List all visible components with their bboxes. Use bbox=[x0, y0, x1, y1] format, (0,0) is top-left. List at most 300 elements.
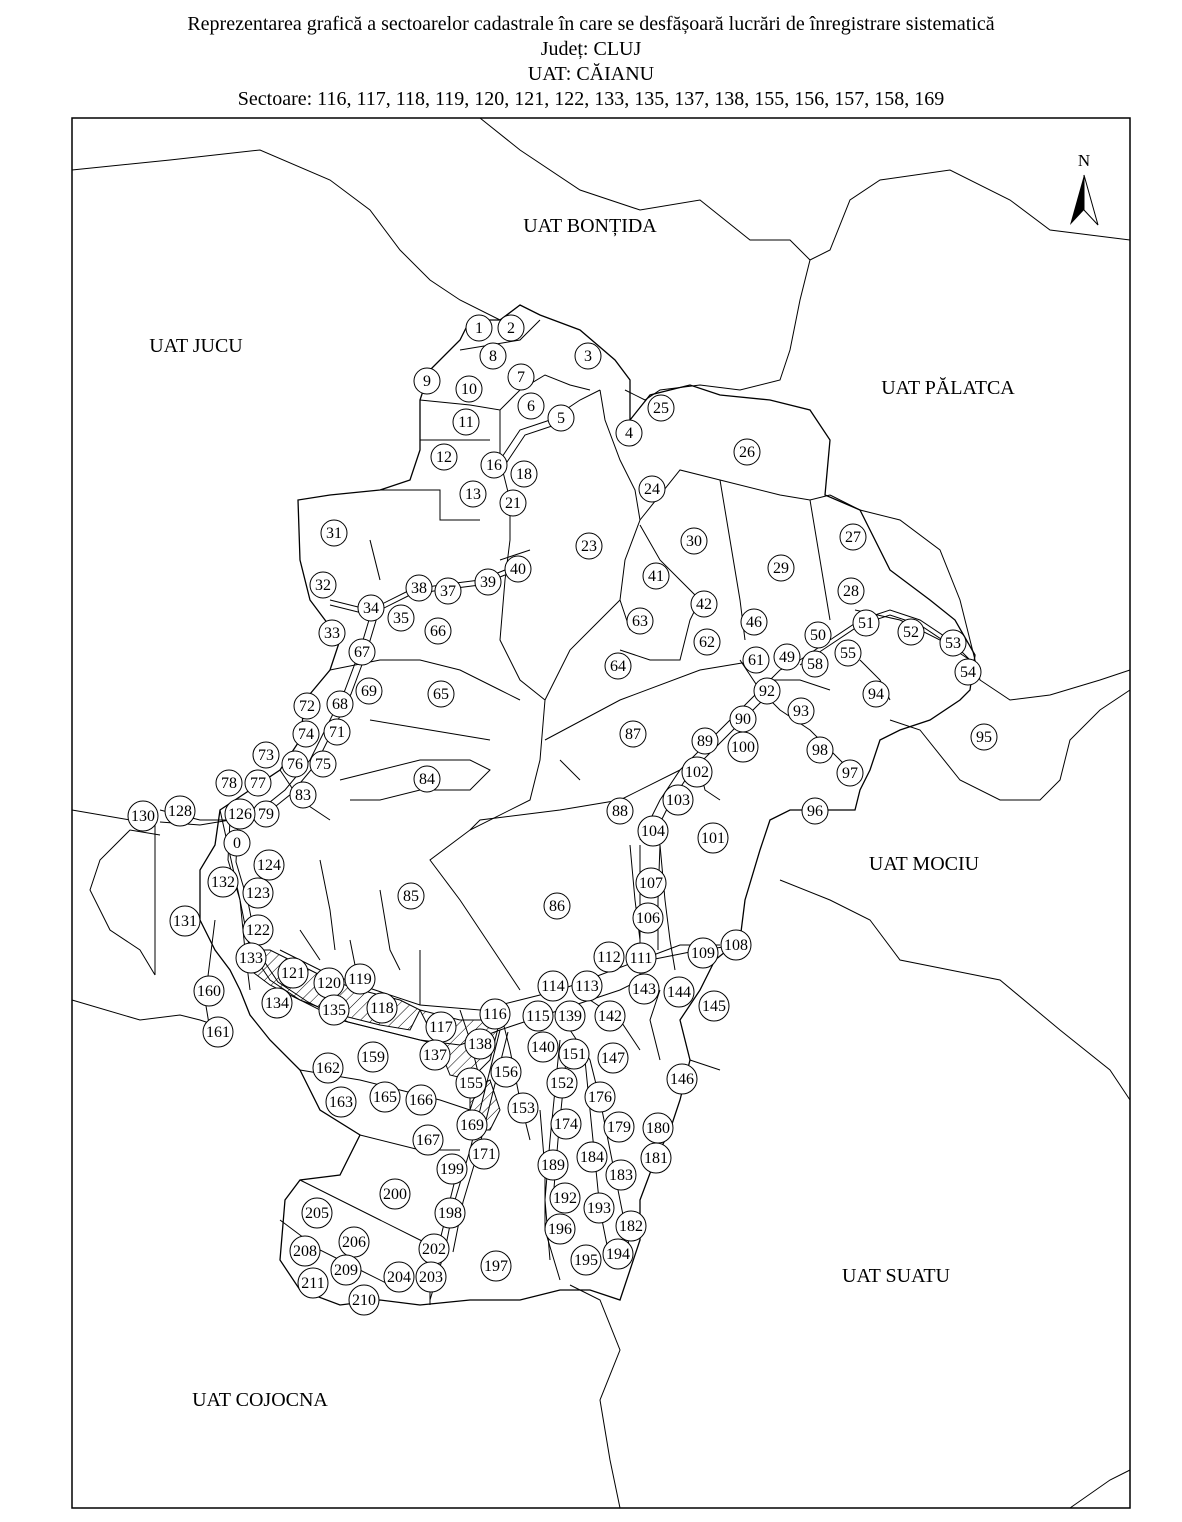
sector-number: 66 bbox=[430, 623, 446, 640]
sector-number: 5 bbox=[557, 410, 565, 427]
sector-number: 28 bbox=[843, 583, 859, 600]
sector-number: 116 bbox=[483, 1006, 507, 1023]
sector-marker-28 bbox=[838, 578, 864, 604]
sector-marker-30 bbox=[681, 528, 707, 554]
sector-number: 108 bbox=[724, 937, 748, 954]
sector-number: 58 bbox=[807, 656, 823, 673]
sector-number: 153 bbox=[511, 1100, 535, 1117]
sector-number: 62 bbox=[699, 634, 715, 651]
sector-marker-40 bbox=[505, 556, 531, 582]
sector-marker-169 bbox=[457, 1110, 487, 1140]
sector-number: 166 bbox=[409, 1092, 433, 1109]
sector-marker-102 bbox=[682, 757, 712, 787]
sector-marker-94 bbox=[863, 681, 889, 707]
sector-marker-7 bbox=[508, 364, 534, 390]
sector-marker-9 bbox=[414, 368, 440, 394]
sector-marker-35 bbox=[388, 605, 414, 631]
sector-marker-41 bbox=[643, 563, 669, 589]
sector-number: 167 bbox=[416, 1132, 440, 1149]
sector-marker-24 bbox=[639, 476, 665, 502]
sector-number: 194 bbox=[606, 1246, 630, 1263]
sector-marker-147 bbox=[598, 1043, 628, 1073]
sector-number: 52 bbox=[903, 624, 919, 641]
sector-number: 142 bbox=[598, 1008, 622, 1025]
sector-number: 145 bbox=[702, 998, 726, 1015]
sector-number: 174 bbox=[554, 1116, 578, 1133]
sector-number: 55 bbox=[840, 645, 856, 662]
sector-number: 132 bbox=[211, 874, 235, 891]
sector-number: 139 bbox=[558, 1008, 582, 1025]
sector-marker-87 bbox=[620, 721, 646, 747]
sector-marker-5 bbox=[548, 405, 574, 431]
sector-number: 84 bbox=[419, 771, 435, 788]
sector-marker-135 bbox=[319, 995, 349, 1025]
sector-marker-78 bbox=[216, 770, 242, 796]
sector-marker-31 bbox=[321, 520, 347, 546]
sector-marker-92 bbox=[754, 678, 780, 704]
sector-number: 101 bbox=[701, 830, 725, 847]
sector-marker-167 bbox=[413, 1125, 443, 1155]
sector-number: 183 bbox=[609, 1167, 633, 1184]
sector-marker-159 bbox=[358, 1042, 388, 1072]
sector-number: 140 bbox=[531, 1039, 555, 1056]
sector-marker-198 bbox=[435, 1198, 465, 1228]
sector-number: 106 bbox=[636, 910, 660, 927]
sector-marker-63 bbox=[627, 608, 653, 634]
sector-marker-11 bbox=[453, 409, 479, 435]
sector-marker-55 bbox=[835, 640, 861, 666]
sector-number: 76 bbox=[287, 756, 303, 773]
county-label: Județ: CLUJ bbox=[540, 38, 642, 60]
sector-marker-106 bbox=[633, 903, 663, 933]
sector-marker-10 bbox=[456, 376, 482, 402]
sector-marker-145 bbox=[699, 991, 729, 1021]
sector-number: 74 bbox=[298, 726, 314, 743]
sector-number: 29 bbox=[773, 560, 789, 577]
sector-marker-51 bbox=[853, 610, 879, 636]
sector-marker-3 bbox=[575, 343, 601, 369]
sector-number: 4 bbox=[625, 425, 633, 442]
sector-number: 27 bbox=[845, 529, 861, 546]
sector-marker-189 bbox=[538, 1150, 568, 1180]
sector-number: 31 bbox=[326, 525, 342, 542]
sector-marker-152 bbox=[547, 1068, 577, 1098]
sector-marker-29 bbox=[768, 555, 794, 581]
sector-number: 165 bbox=[373, 1089, 397, 1106]
sector-marker-143 bbox=[629, 974, 659, 1004]
sector-number: 8 bbox=[489, 348, 497, 365]
sector-number: 13 bbox=[465, 486, 481, 503]
sector-marker-183 bbox=[606, 1160, 636, 1190]
sector-number: 95 bbox=[976, 729, 992, 746]
sector-marker-26 bbox=[734, 439, 760, 465]
sector-marker-1 bbox=[466, 315, 492, 341]
sector-marker-193 bbox=[584, 1193, 614, 1223]
sector-number: 200 bbox=[383, 1186, 407, 1203]
sector-marker-90 bbox=[730, 706, 756, 732]
sector-number: 42 bbox=[696, 596, 712, 613]
sector-number: 126 bbox=[228, 806, 252, 823]
sector-number: 1 bbox=[475, 320, 483, 337]
sector-number: 38 bbox=[411, 580, 427, 597]
sector-marker-155 bbox=[456, 1068, 486, 1098]
sector-number: 192 bbox=[553, 1190, 577, 1207]
sector-marker-195 bbox=[571, 1245, 601, 1275]
sector-marker-142 bbox=[595, 1001, 625, 1031]
sector-marker-202 bbox=[419, 1234, 449, 1264]
sector-number: 131 bbox=[173, 913, 197, 930]
sector-number: 35 bbox=[393, 610, 409, 627]
sector-number: 53 bbox=[945, 635, 961, 652]
sector-marker-192 bbox=[550, 1183, 580, 1213]
sector-markers bbox=[128, 315, 997, 1315]
sector-marker-96 bbox=[802, 798, 828, 824]
sector-number: 92 bbox=[759, 683, 775, 700]
sector-marker-74 bbox=[293, 721, 319, 747]
sector-number: 75 bbox=[315, 756, 331, 773]
sector-marker-161 bbox=[203, 1017, 233, 1047]
sector-marker-103 bbox=[663, 785, 693, 815]
sector-number: 6 bbox=[527, 398, 535, 415]
sector-number: 69 bbox=[361, 683, 377, 700]
sector-marker-128 bbox=[165, 796, 195, 826]
uat-label: UAT: CĂIANU bbox=[527, 63, 655, 85]
sector-marker-204 bbox=[384, 1262, 414, 1292]
sector-marker-109 bbox=[688, 938, 718, 968]
sector-number: 97 bbox=[842, 765, 858, 782]
sector-marker-165 bbox=[370, 1082, 400, 1112]
sector-number: 21 bbox=[505, 495, 521, 512]
sector-marker-107 bbox=[636, 868, 666, 898]
sector-marker-194 bbox=[603, 1239, 633, 1269]
sector-number: 0 bbox=[233, 835, 241, 852]
sector-number: 3 bbox=[584, 348, 592, 365]
sector-marker-65 bbox=[428, 681, 454, 707]
sector-marker-199 bbox=[437, 1154, 467, 1184]
sector-number: 30 bbox=[686, 533, 702, 550]
sector-marker-76 bbox=[282, 751, 308, 777]
sector-number: 23 bbox=[581, 538, 597, 555]
sector-marker-144 bbox=[664, 977, 694, 1007]
sector-marker-206 bbox=[339, 1227, 369, 1257]
sector-marker-126 bbox=[225, 799, 255, 829]
sector-number: 49 bbox=[779, 649, 795, 666]
sector-number: 11 bbox=[458, 414, 474, 431]
sector-marker-118 bbox=[367, 993, 397, 1023]
sector-number: 147 bbox=[601, 1050, 625, 1067]
sector-number: 78 bbox=[221, 775, 237, 792]
sector-marker-16 bbox=[481, 452, 507, 478]
sector-number: 151 bbox=[562, 1046, 586, 1063]
sector-number: 195 bbox=[574, 1252, 598, 1269]
sector-marker-116 bbox=[480, 999, 510, 1029]
sector-number: 37 bbox=[440, 583, 456, 600]
sector-marker-180 bbox=[643, 1113, 673, 1143]
sector-marker-134 bbox=[262, 988, 292, 1018]
sector-number: 34 bbox=[363, 600, 379, 617]
sector-number: 65 bbox=[433, 686, 449, 703]
sector-marker-73 bbox=[253, 742, 279, 768]
sector-marker-120 bbox=[314, 968, 344, 998]
sector-number: 143 bbox=[632, 981, 656, 998]
sector-marker-156 bbox=[491, 1057, 521, 1087]
sector-number: 83 bbox=[295, 787, 311, 804]
sector-number: 119 bbox=[348, 971, 372, 988]
sector-number: 208 bbox=[293, 1243, 317, 1260]
sector-number: 162 bbox=[316, 1060, 340, 1077]
sector-number: 51 bbox=[858, 615, 874, 632]
sector-number: 199 bbox=[440, 1161, 464, 1178]
sector-marker-166 bbox=[406, 1085, 436, 1115]
sector-number: 115 bbox=[526, 1008, 550, 1025]
sector-marker-23 bbox=[576, 533, 602, 559]
sector-marker-119 bbox=[345, 964, 375, 994]
sector-number: 26 bbox=[739, 444, 755, 461]
sector-marker-75 bbox=[310, 751, 336, 777]
sector-marker-13 bbox=[460, 481, 486, 507]
sector-number: 130 bbox=[131, 808, 155, 825]
sector-number: 93 bbox=[793, 703, 809, 720]
sector-marker-67 bbox=[349, 639, 375, 665]
sector-number: 198 bbox=[438, 1205, 462, 1222]
sector-number: 159 bbox=[361, 1049, 385, 1066]
sector-number: 64 bbox=[610, 658, 626, 675]
sector-number: 176 bbox=[588, 1089, 612, 1106]
sector-marker-205 bbox=[302, 1198, 332, 1228]
sector-number: 171 bbox=[472, 1146, 496, 1163]
sector-marker-77 bbox=[245, 770, 271, 796]
sector-number: 152 bbox=[550, 1075, 574, 1092]
sector-marker-66 bbox=[425, 618, 451, 644]
sector-number: 18 bbox=[516, 466, 532, 483]
sector-marker-117 bbox=[426, 1012, 456, 1042]
sector-number: 24 bbox=[644, 481, 660, 498]
sector-marker-58 bbox=[802, 651, 828, 677]
sector-number: 120 bbox=[317, 975, 341, 992]
sector-number: 77 bbox=[250, 775, 266, 792]
sector-number: 112 bbox=[597, 949, 621, 966]
sector-marker-54 bbox=[955, 659, 981, 685]
sector-marker-27 bbox=[840, 524, 866, 550]
sector-number: 155 bbox=[459, 1075, 483, 1092]
sector-marker-12 bbox=[431, 444, 457, 470]
sector-marker-33 bbox=[319, 620, 345, 646]
sector-number: 46 bbox=[746, 614, 762, 631]
sector-number: 9 bbox=[423, 373, 431, 390]
label-uat-bontida: UAT BONȚIDA bbox=[523, 215, 657, 237]
sector-number: 124 bbox=[257, 857, 281, 874]
sector-number: 90 bbox=[735, 711, 751, 728]
sector-number: 156 bbox=[494, 1064, 518, 1081]
sector-marker-131 bbox=[170, 906, 200, 936]
sector-number: 39 bbox=[480, 574, 496, 591]
sector-marker-108 bbox=[721, 930, 751, 960]
sector-marker-184 bbox=[577, 1142, 607, 1172]
sector-number: 40 bbox=[510, 561, 526, 578]
sector-marker-114 bbox=[538, 971, 568, 1001]
sector-number: 85 bbox=[403, 888, 419, 905]
sector-marker-98 bbox=[807, 737, 833, 763]
sector-number: 134 bbox=[265, 995, 289, 1012]
sector-number: 25 bbox=[653, 400, 669, 417]
sector-marker-176 bbox=[585, 1082, 615, 1112]
sector-marker-62 bbox=[694, 629, 720, 655]
sector-marker-72 bbox=[294, 693, 320, 719]
sector-number: 182 bbox=[619, 1218, 643, 1235]
sector-number: 193 bbox=[587, 1200, 611, 1217]
sector-number: 94 bbox=[868, 686, 884, 703]
sector-number: 50 bbox=[810, 627, 826, 644]
sector-number: 211 bbox=[301, 1275, 325, 1292]
sector-marker-52 bbox=[898, 619, 924, 645]
sector-number: 205 bbox=[305, 1205, 329, 1222]
sector-marker-196 bbox=[545, 1214, 575, 1244]
sector-marker-182 bbox=[616, 1211, 646, 1241]
sector-marker-95 bbox=[971, 724, 997, 750]
sector-marker-130 bbox=[128, 801, 158, 831]
sector-marker-68 bbox=[327, 691, 353, 717]
sector-marker-8 bbox=[480, 343, 506, 369]
sector-number: 180 bbox=[646, 1120, 670, 1137]
sector-number: 100 bbox=[731, 739, 755, 756]
sector-number: 179 bbox=[607, 1119, 631, 1136]
sector-number: 104 bbox=[641, 823, 665, 840]
sector-marker-97 bbox=[837, 760, 863, 786]
sector-number: 197 bbox=[484, 1258, 508, 1275]
sector-number: 160 bbox=[197, 983, 221, 1000]
sector-number: 7 bbox=[517, 369, 525, 386]
sector-number: 109 bbox=[691, 945, 715, 962]
sector-marker-53 bbox=[940, 630, 966, 656]
sector-marker-138 bbox=[465, 1029, 495, 1059]
sector-marker-171 bbox=[469, 1139, 499, 1169]
sector-marker-113 bbox=[572, 971, 602, 1001]
sector-marker-124 bbox=[254, 850, 284, 880]
sector-marker-69 bbox=[356, 678, 382, 704]
label-uat-cojocna: UAT COJOCNA bbox=[192, 1389, 328, 1411]
sector-marker-209 bbox=[331, 1255, 361, 1285]
sector-number: 121 bbox=[281, 965, 305, 982]
sector-number: 96 bbox=[807, 803, 823, 820]
sector-marker-37 bbox=[435, 578, 461, 604]
sector-number: 68 bbox=[332, 696, 348, 713]
sector-number: 111 bbox=[629, 950, 653, 967]
sector-number: 73 bbox=[258, 747, 274, 764]
sector-marker-25 bbox=[648, 395, 674, 421]
sector-marker-104 bbox=[638, 816, 668, 846]
sector-number: 169 bbox=[460, 1117, 484, 1134]
sector-marker-4 bbox=[616, 420, 642, 446]
sector-number: 114 bbox=[541, 978, 565, 995]
sector-number: 202 bbox=[422, 1241, 446, 1258]
sector-marker-210 bbox=[349, 1285, 379, 1315]
sector-marker-39 bbox=[475, 569, 501, 595]
sector-marker-122 bbox=[243, 915, 273, 945]
sector-marker-86 bbox=[544, 893, 570, 919]
sector-number: 67 bbox=[354, 644, 370, 661]
sector-number: 163 bbox=[329, 1094, 353, 1111]
sector-marker-34 bbox=[358, 595, 384, 621]
sector-number: 107 bbox=[639, 875, 663, 892]
sector-marker-64 bbox=[605, 653, 631, 679]
sector-number: 71 bbox=[329, 724, 345, 741]
sector-marker-49 bbox=[774, 644, 800, 670]
sector-number: 117 bbox=[429, 1019, 453, 1036]
sector-marker-200 bbox=[380, 1179, 410, 1209]
sector-marker-38 bbox=[406, 575, 432, 601]
sector-marker-211 bbox=[298, 1268, 328, 1298]
sector-marker-151 bbox=[559, 1039, 589, 1069]
label-uat-suatu: UAT SUATU bbox=[842, 1265, 950, 1287]
sector-number: 16 bbox=[486, 457, 502, 474]
sector-marker-93 bbox=[788, 698, 814, 724]
sector-marker-88 bbox=[607, 798, 633, 824]
sector-number: 61 bbox=[748, 652, 764, 669]
sector-number: 98 bbox=[812, 742, 828, 759]
sector-number: 184 bbox=[580, 1149, 604, 1166]
sector-marker-115 bbox=[523, 1001, 553, 1031]
sector-number: 87 bbox=[625, 726, 641, 743]
sector-number: 79 bbox=[258, 806, 274, 823]
sector-number: 113 bbox=[575, 978, 599, 995]
sector-number: 161 bbox=[206, 1024, 230, 1041]
sector-number: 54 bbox=[960, 664, 976, 681]
sector-marker-50 bbox=[805, 622, 831, 648]
sector-number: 204 bbox=[387, 1269, 411, 1286]
sector-number: 181 bbox=[644, 1150, 668, 1167]
sector-number: 12 bbox=[436, 449, 452, 466]
sector-marker-112 bbox=[594, 942, 624, 972]
sector-marker-6 bbox=[518, 393, 544, 419]
sector-number: 203 bbox=[419, 1269, 443, 1286]
sector-marker-42 bbox=[691, 591, 717, 617]
sector-marker-139 bbox=[555, 1001, 585, 1031]
sector-number: 88 bbox=[612, 803, 628, 820]
sectors-label: Sectoare: 116, 117, 118, 119, 120, 121, 122, 133, 135, 137, 138, 155, 156, 157, 158, 169 bbox=[237, 88, 945, 110]
sector-marker-83 bbox=[290, 782, 316, 808]
sector-number: 206 bbox=[342, 1234, 366, 1251]
sector-number: 102 bbox=[685, 764, 709, 781]
north-label: N bbox=[1077, 151, 1091, 170]
sector-marker-100 bbox=[728, 732, 758, 762]
sector-marker-121 bbox=[278, 958, 308, 988]
sector-number: 89 bbox=[697, 733, 713, 750]
sector-number: 137 bbox=[423, 1047, 447, 1064]
sector-marker-133 bbox=[236, 943, 266, 973]
sector-marker-160 bbox=[194, 976, 224, 1006]
map-title: Reprezentarea grafică a sectoarelor cadastrale în care se desfășoară lucrări de înregistrare sistematică bbox=[187, 13, 995, 35]
sector-marker-203 bbox=[416, 1262, 446, 1292]
sector-number: 122 bbox=[246, 922, 270, 939]
sector-number: 210 bbox=[352, 1292, 376, 1309]
sector-marker-61 bbox=[743, 647, 769, 673]
sector-marker-132 bbox=[208, 867, 238, 897]
label-uat-palatca: UAT PĂLATCA bbox=[881, 377, 1015, 399]
sector-marker-84 bbox=[414, 766, 440, 792]
sector-marker-137 bbox=[420, 1040, 450, 1070]
sector-number: 63 bbox=[632, 613, 648, 630]
sector-number: 146 bbox=[670, 1071, 694, 1088]
sector-marker-146 bbox=[667, 1064, 697, 1094]
sector-marker-0 bbox=[224, 830, 250, 856]
sector-number: 118 bbox=[370, 1000, 394, 1017]
sector-number: 138 bbox=[468, 1036, 492, 1053]
sector-marker-79 bbox=[253, 801, 279, 827]
sector-number: 123 bbox=[246, 885, 270, 902]
sector-marker-111 bbox=[626, 943, 656, 973]
sector-marker-179 bbox=[604, 1112, 634, 1142]
sector-number: 10 bbox=[461, 381, 477, 398]
